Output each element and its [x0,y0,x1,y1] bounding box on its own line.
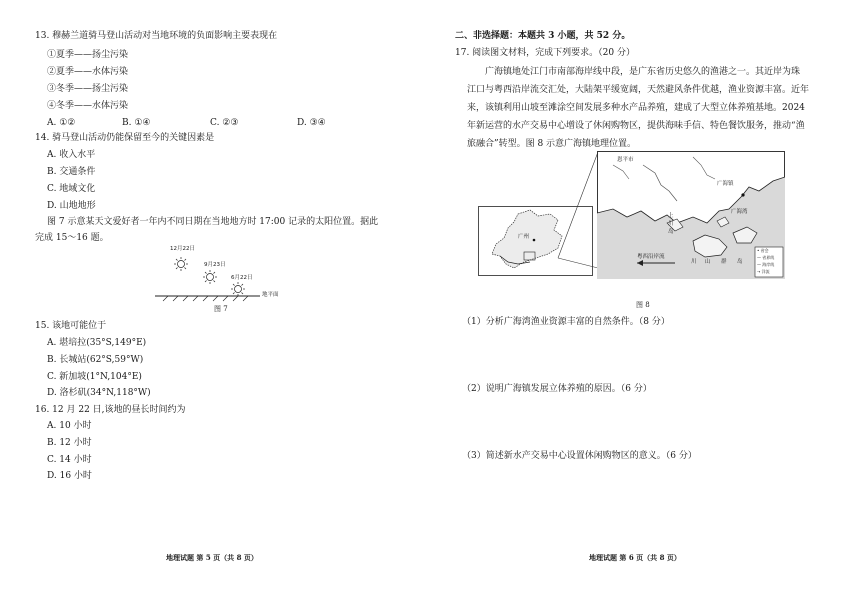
legend-item-current: → 洋流 [757,269,770,274]
figure-7 [150,244,300,306]
sun-jun22-icon [231,282,245,296]
sun-label-jun22: 6月22日 [231,275,253,281]
archipelago-label-dao: 岛 [737,259,743,265]
q17-stem: 17. 阅读图文材料，完成下列要求。（20 分） [455,48,635,58]
q15-option-a[interactable]: A. 堪培拉(35°S,149°E) [47,338,147,348]
q14-option-c[interactable]: C. 地域文化 [47,184,96,194]
figure-8-connector-lines [530,150,600,270]
sub-question-2: （2）说明广海镇发展立体养殖的原因。（6 分） [462,384,652,394]
archipelago-label-qun: 群 [721,259,727,265]
sun-sep23-icon [203,270,217,284]
q14-option-d[interactable]: D. 山地地形 [47,201,96,211]
q16-option-a[interactable]: A. 10 小时 [47,421,92,431]
legend-item-coastline: — 海岸线 [757,262,775,267]
archipelago-label-chuan: 川 [691,259,697,265]
q17-material-line-2: 江口与粤西沿岸流交汇处，大陆架平缓宽阔，天然避风条件优越，渔业资源丰富。近年 [467,85,810,95]
guangzhou-label: 广州 [518,234,530,240]
right-footer: 地理试题 第 6 页（共 8 页） [589,553,681,562]
legend-item-capital: • 省会 [757,248,769,253]
q15-option-c[interactable]: C. 新加坡(1°N,104°E) [47,372,142,382]
island-label-dao: 岛 [668,229,674,235]
sun-label-sep23: 9月23日 [204,262,226,268]
figure-8-caption: 图 8 [636,301,650,309]
q13-item-4: ④冬季——水体污染 [47,101,129,111]
q17-material-line-1: 广海镇地处江门市南部海岸线中段，是广东省历史悠久的渔港之一。其近岸为珠 [485,67,801,77]
intro-15-16-line2: 完成 15～16 题。 [35,233,109,243]
q16-option-c[interactable]: C. 14 小时 [47,455,92,465]
archipelago-label-shan: 山 [705,259,711,265]
q13-option-b[interactable]: B. ①④ [122,118,151,128]
q15-option-d[interactable]: D. 洛杉矶(34°N,118°W) [47,388,151,398]
figure-7-caption: 图 7 [214,305,228,313]
q13-option-c[interactable]: C. ②③ [210,118,239,128]
current-label: 粤西沿岸流 [637,254,665,260]
q17-material-line-5: 旅融合”转型。图 8 示意广海镇地理位置。 [467,139,637,149]
figure-8-detail-map [597,151,785,279]
q14-stem: 14. 骑马登山活动仍能保留至今的关键因素是 [35,133,215,143]
q16-option-b[interactable]: B. 12 小时 [47,438,92,448]
section-title: 二、非选择题：本题共 3 小题，共 52 分。 [455,31,631,41]
q13-option-a[interactable]: A. ①② [47,118,76,128]
q13-item-2: ②夏季——水体污染 [47,67,129,77]
legend-item-provincial-border: — 省界线 [757,255,775,260]
q15-stem: 15. 该地可能位于 [35,321,107,331]
q13-item-1: ①夏季——扬尘污染 [47,50,129,60]
q16-stem: 16. 12 月 22 日,该地的昼长时间约为 [35,405,186,415]
q14-option-a[interactable]: A. 收入水平 [47,150,96,160]
left-footer: 地理试题 第 5 页（共 8 页） [166,553,258,562]
q17-material-line-3: 来，该镇利用山坡至滩涂空间发展多种水产品养殖，建成了大型立体养殖基地。2024 [467,103,805,113]
q15-option-b[interactable]: B. 长城站(62°S,59°W) [47,355,144,365]
guanghai-bay-label: 广海湾 [731,209,748,215]
island-label-chuan: 川 [668,221,674,227]
ground-label: 地平面 [262,292,279,298]
sub-question-1: （1）分析广海湾渔业资源丰富的自然条件。（8 分） [462,317,670,327]
q17-material-line-4: 年新运营的水产交易中心增设了休闲购物区，提供海味手信、特色餐饮服务，推动“渔 [467,121,805,131]
q14-option-b[interactable]: B. 交通条件 [47,167,96,177]
island-label-shang: 上 [668,213,674,219]
sun-label-dec22: 12月22日 [170,246,195,252]
enping-label: 恩平市 [617,157,634,163]
q16-option-d[interactable]: D. 16 小时 [47,471,92,481]
sun-dec22-icon [174,257,188,271]
q13-item-3: ③冬季——扬尘污染 [47,84,129,94]
sub-question-3: （3）简述新水产交易中心设置休闲购物区的意义。（6 分） [462,451,697,461]
intro-15-16-line1: 图 7 示意某天文爱好者一年内不同日期在当地地方时 17:00 记录的太阳位置。据此 [47,217,379,227]
q13-option-d[interactable]: D. ③④ [297,118,326,128]
q13-stem: 13. 穆赫兰道骑马登山活动对当地环境的负面影响主要表现在 [35,31,278,41]
guanghai-town-label: 广海镇 [717,181,734,187]
